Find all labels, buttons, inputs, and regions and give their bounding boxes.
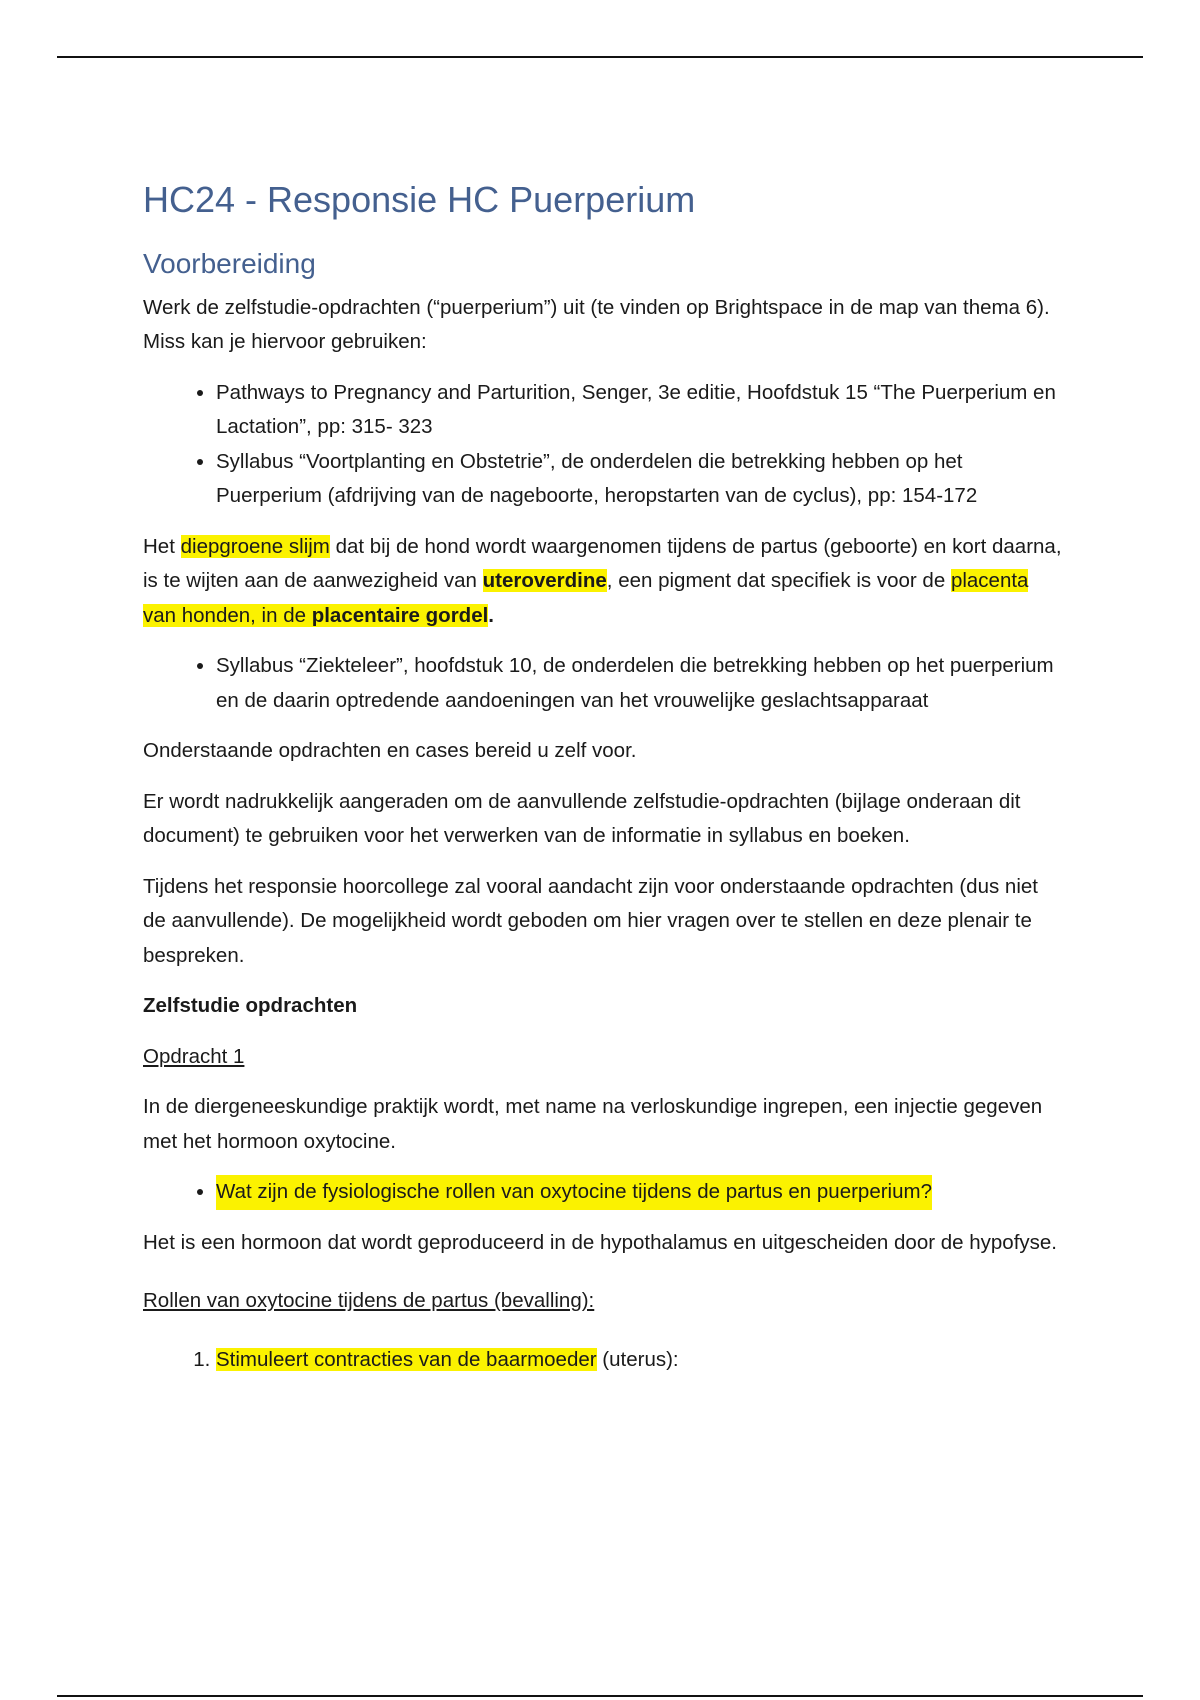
highlight-uteroverdine: uteroverdine [482, 569, 607, 593]
responsie-paragraph: Tijdens het responsie hoorcollege zal vooral aandacht zijn voor onderstaande opdrachten (dus niet de aanvullende). De mogelijkheid wordt geboden om hier vragen over te stellen en deze plenair te bespreken. [143, 874, 1038, 967]
text-span: (uterus): [596, 1347, 679, 1371]
syllabus-list [143, 649, 1063, 718]
question-list [143, 1175, 1063, 1210]
opdracht-1-paragraph: In de diergeneeskundige praktijk wordt, met name na verloskundige ingrepen, een injectie gegeven met het hormoon oxytocine. [143, 1095, 1043, 1153]
highlight-placentaire-gordel: placentaire gordel [311, 603, 489, 627]
highlight-contracties: Stimuleert contracties van de baarmoeder [216, 1347, 597, 1371]
highlight-placenta: placenta van honden, in de [143, 569, 1029, 627]
document-page [143, 178, 1063, 1393]
list-item [216, 1175, 1063, 1210]
aanvullend-paragraph: Er wordt nadrukkelijk aangeraden om de aanvullende zelfstudie-opdrachten (bijlage onderaan dit document) te gebruiken voor het verwerken van de informatie in syllabus en boeken. [143, 789, 1021, 848]
page-title: HC24 - Responsie HC Puerperium [143, 179, 696, 220]
highlight-diepgroene-slijm: diepgroene slijm [180, 534, 330, 558]
list-item: • Syllabus “Ziekteleer”, hoofdstuk 10, de onderdelen die betrekking hebben op het puerperium en de daarin optredende aandoeningen van het vrouwelijke geslachtsapparaat [216, 649, 1063, 718]
section-heading-voorbereiding: Voorbereiding [143, 248, 316, 280]
heading-opdracht-1: Opdracht 1 [143, 1044, 245, 1068]
slijm-paragraph [143, 530, 1063, 634]
text-span: Het [143, 534, 181, 558]
text-span: dat bij de hond wordt waargenomen tijdens de partus (geboorte) en kort daarna, is te wijten aan de aanwezigheid van [143, 534, 1062, 593]
rollen-list [143, 1343, 1063, 1378]
list-item: • Pathways to Pregnancy and Parturition, Senger, 3e editie, Hoofdstuk 15 “The Puerperium en Lactation”, pp: 315- 323 [216, 376, 1063, 445]
highlight-question: Wat zijn de fysiologische rollen van oxytocine tijdens de partus en puerperium? [216, 1175, 932, 1210]
intro-paragraph: Werk de zelfstudie-opdrachten (“puerperium”) uit (te vinden op Brightspace in de map van thema 6). Miss kan je hiervoor gebruiken: [143, 295, 1050, 354]
heading-rollen: Rollen van oxytocine tijdens de partus (bevalling): [143, 1289, 595, 1313]
list-item [216, 1343, 1063, 1378]
bottom-rule [57, 1695, 1143, 1697]
text-span: , een pigment dat specifiek is voor de [606, 569, 951, 593]
heading-zelfstudie: Zelfstudie opdrachten [143, 994, 358, 1018]
hormoon-paragraph: Het is een hormoon dat wordt geproduceerd in de hypothalamus en uitgescheiden door de hypofyse. [143, 1230, 1057, 1254]
reading-list [143, 376, 1063, 514]
top-rule [57, 56, 1143, 58]
text-span: . [488, 603, 494, 627]
cases-paragraph: Onderstaande opdrachten en cases bereid u zelf voor. [143, 739, 637, 763]
list-item: • Syllabus “Voortplanting en Obstetrie”, de onderdelen die betrekking hebben op het Puerperium (afdrijving van de nageboorte, heropstarten van de cyclus), pp: 154-172 [216, 445, 1063, 514]
